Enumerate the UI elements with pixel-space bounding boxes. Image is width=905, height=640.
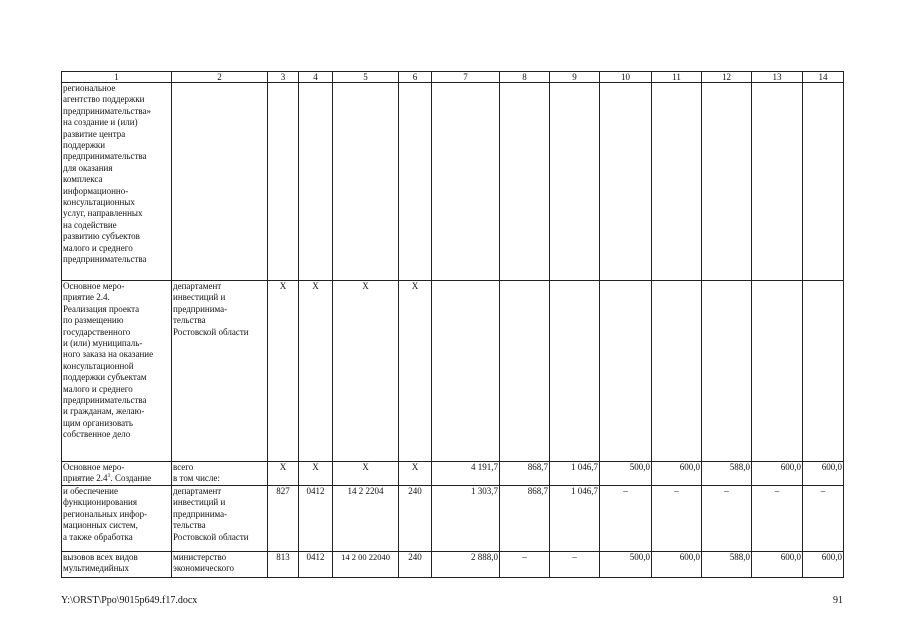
row3-year-cell: 500,0 — [600, 462, 652, 486]
row3-grbs-cell: Х — [268, 462, 299, 486]
col-num-9: 9 — [550, 72, 600, 83]
row5-year-cell: 500,0 — [600, 552, 652, 578]
col-num-13: 13 — [752, 72, 803, 83]
row5-year-cell: – — [500, 552, 550, 578]
row5-year-cell: 600,0 — [652, 552, 702, 578]
row5-year-cell: 600,0 — [803, 552, 844, 578]
row2-csr-cell: Х — [333, 281, 399, 462]
table-row — [62, 486, 844, 552]
row5-year-cell: – — [550, 552, 600, 578]
row5-executor-cell: министерство экономического — [172, 552, 268, 578]
row3-year-cell: 588,0 — [702, 462, 752, 486]
col-num-6: 6 — [399, 72, 432, 83]
row4-name-cell: и обеспечение функционирования региональных инфор- мационных систем, а также обработка — [62, 486, 172, 552]
budget-table — [61, 71, 844, 578]
col-num-2: 2 — [172, 72, 268, 83]
col-num-7: 7 — [432, 72, 500, 83]
table-row — [62, 83, 844, 281]
row4-executor-cell: департамент инвестиций и предпринима- тельства Ростовской области — [172, 486, 268, 552]
row4-rzpr-cell: 0412 — [299, 486, 333, 552]
column-number-row — [62, 72, 844, 83]
col-num-10: 10 — [600, 72, 652, 83]
row3-year-cell: 600,0 — [652, 462, 702, 486]
row3-year-cell: 1 046,7 — [550, 462, 600, 486]
row2-rzpr-cell: Х — [299, 281, 333, 462]
row1-name-cell: региональное агентство поддержки предпринимательства» на создание и (или) развитие центра поддержки предпринимательства для оказания комплекса информационно- консультационных услуг, направленных на содействие развитию субъектов малого и среднего предпринимательства — [62, 83, 172, 281]
col-num-3: 3 — [268, 72, 299, 83]
row4-year-cell: 1 046,7 — [550, 486, 600, 552]
row5-name-cell: вызовов всех видов мультимедийных — [62, 552, 172, 578]
row4-year-cell: – — [752, 486, 803, 552]
table-row — [62, 281, 844, 462]
row4-csr-cell: 14 2 2204 — [333, 486, 399, 552]
row4-vr-cell: 240 — [399, 486, 432, 552]
col-num-1: 1 — [62, 72, 172, 83]
row5-year-cell: 588,0 — [702, 552, 752, 578]
row4-year-cell: 868,7 — [500, 486, 550, 552]
row4-year-cell: – — [652, 486, 702, 552]
row5-csr-cell: 14 2 00 22040 — [333, 552, 399, 578]
col-num-4: 4 — [299, 72, 333, 83]
row3-rzpr-cell: Х — [299, 462, 333, 486]
col-num-14: 14 — [803, 72, 844, 83]
row4-year-cell: – — [600, 486, 652, 552]
row4-year-cell: – — [702, 486, 752, 552]
row3-year-cell: 868,7 — [500, 462, 550, 486]
row3-vr-cell: Х — [399, 462, 432, 486]
row2-grbs-cell: Х — [268, 281, 299, 462]
row2-name-cell: Основное меро- приятие 2.4. Реализация проекта по размещению государственного и (или) муниципаль- ного заказа на оказание консультационной поддержки субъектам малого и среднего предпринимательства и гражданам, желаю- щим организовать собственное дело — [62, 281, 172, 462]
row3-name-cell: Основное меро- приятие $2.4^1$. Создание — [62, 462, 172, 486]
row2-vr-cell: Х — [399, 281, 432, 462]
row2-executor-cell: департамент инвестиций и предпринима- тельства Ростовской области — [172, 281, 268, 462]
row3-year-cell: 600,0 — [803, 462, 844, 486]
page-number: 91 — [833, 595, 843, 606]
row3-total-cell: 4 191,7 — [432, 462, 500, 486]
col-num-5: 5 — [333, 72, 399, 83]
row3-csr-cell: Х — [333, 462, 399, 486]
table-row — [62, 552, 844, 578]
row4-grbs-cell: 827 — [268, 486, 299, 552]
row5-vr-cell: 240 — [399, 552, 432, 578]
row4-year-cell: – — [803, 486, 844, 552]
file-path-footer: Y:\ORST\Ppo\9015p649.f17.docx — [61, 595, 198, 606]
row5-year-cell: 600,0 — [752, 552, 803, 578]
row4-total-cell: 1 303,7 — [432, 486, 500, 552]
row5-grbs-cell: 813 — [268, 552, 299, 578]
row5-total-cell: 2 888,0 — [432, 552, 500, 578]
table-row — [62, 462, 844, 486]
row3-year-cell: 600,0 — [752, 462, 803, 486]
col-num-12: 12 — [702, 72, 752, 83]
row5-rzpr-cell: 0412 — [299, 552, 333, 578]
col-num-11: 11 — [652, 72, 702, 83]
row3-executor-cell: всего в том числе: — [172, 462, 268, 486]
col-num-8: 8 — [500, 72, 550, 83]
